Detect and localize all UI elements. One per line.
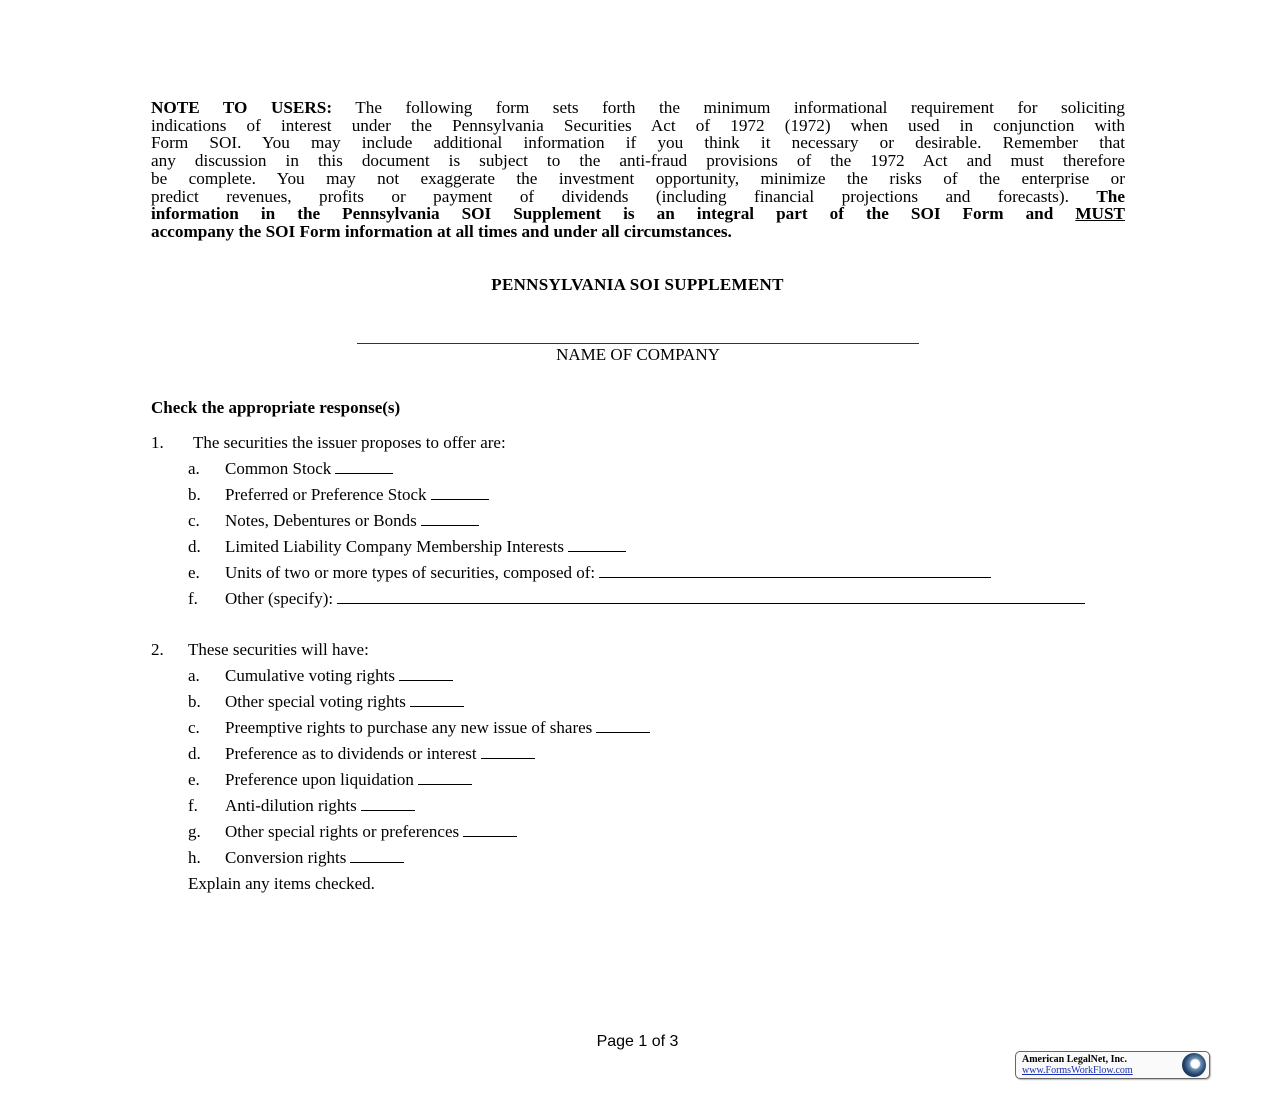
question-1-text: The securities the issuer proposes to offer are: <box>193 433 506 452</box>
q1-a-checkbox-blank[interactable] <box>335 459 393 474</box>
q2-h-checkbox-blank[interactable] <box>350 848 404 863</box>
globe-logo-icon <box>1182 1053 1206 1077</box>
q1-f-other-field[interactable] <box>337 589 1085 604</box>
question-2-number: 2. <box>151 640 164 659</box>
note-line-1: NOTE TO USERS: The following form sets forth the minimum informational requirement for soliciting <box>151 98 1125 117</box>
q2-g-checkbox-blank[interactable] <box>463 822 517 837</box>
company-name-label: NAME OF COMPANY <box>556 345 720 364</box>
note-line-8: accompany the SOI Form information at all times and under all circumstances. <box>151 221 732 241</box>
instruction-heading: Check the appropriate response(s) <box>151 398 401 417</box>
q2-c-checkbox-blank[interactable] <box>596 718 650 733</box>
badge-company: American LegalNet, Inc. <box>1022 1054 1127 1065</box>
q1-c-checkbox-blank[interactable] <box>421 511 479 526</box>
q1-b-checkbox-blank[interactable] <box>431 485 489 500</box>
question-2-text: These securities will have: <box>188 640 369 659</box>
legalnet-badge[interactable] <box>1015 1051 1210 1079</box>
must-emphasis: MUST <box>1075 204 1125 224</box>
q2-explain-prompt: Explain any items checked. <box>188 874 375 893</box>
q2-f-checkbox-blank[interactable] <box>361 796 415 811</box>
note-line-6: predict revenues, profits or payment of dividends (including financial projections and forecasts). The <box>151 186 1125 206</box>
q2-d-checkbox-blank[interactable] <box>481 744 535 759</box>
q2-b-checkbox-blank[interactable] <box>410 692 464 707</box>
company-name-field[interactable] <box>357 343 919 344</box>
question-1-number: 1. <box>151 433 164 452</box>
q1-d-checkbox-blank[interactable] <box>568 537 626 552</box>
badge-url-link[interactable]: www.FormsWorkFlow.com <box>1022 1065 1133 1076</box>
note-line-5: be complete. You may not exaggerate the investment opportunity, minimize the risks of the enterprise or <box>151 168 1125 188</box>
q1-e-composition-field[interactable] <box>599 563 991 578</box>
note-to-users <box>151 99 1125 241</box>
note-lead: NOTE TO USERS: <box>151 98 333 117</box>
page-number: Page 1 of 3 <box>596 1033 679 1050</box>
note-line-4: any discussion in this document is subject to the anti-fraud provisions of the 1972 Act and must therefore <box>151 151 1125 171</box>
page-title: PENNSYLVANIA SOI SUPPLEMENT <box>491 275 784 294</box>
note-line-7: information in the Pennsylvania SOI Supplement is an integral part of the SOI Form and MUST <box>151 204 1125 224</box>
q2-e-checkbox-blank[interactable] <box>418 770 472 785</box>
q2-a-checkbox-blank[interactable] <box>399 666 453 681</box>
note-line-2: indications of interest under the Pennsylvania Securities Act of 1972 (1972) when used in conjunction with <box>151 115 1125 135</box>
note-line-3: Form SOI. You may include additional information if you think it necessary or desirable. Remember that <box>151 133 1125 153</box>
